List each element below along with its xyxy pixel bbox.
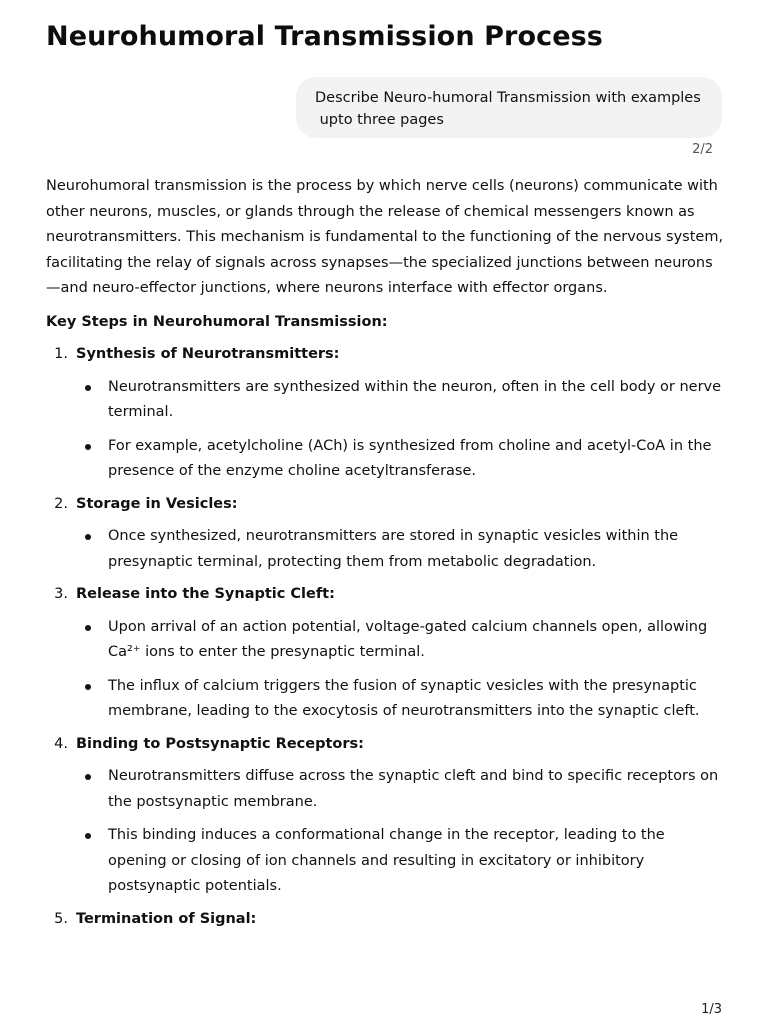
step-header xyxy=(46,907,726,933)
bullet-dot-icon xyxy=(85,774,91,780)
bullet-dot-icon xyxy=(85,385,91,391)
step-title: Release into the Synaptic Cleft: xyxy=(76,586,335,602)
bullet-item xyxy=(46,615,726,666)
bullet-text: Neurotransmitters diffuse across the synaptic cleft and bind to specific receptors on the postsynaptic membrane. xyxy=(108,768,719,810)
bullet-dot-icon xyxy=(85,833,91,839)
step-number: 4. xyxy=(54,735,68,752)
step-bullets xyxy=(46,375,726,485)
steps-list xyxy=(46,342,726,932)
response-pager[interactable]: 2/2 xyxy=(692,142,713,157)
step-item xyxy=(46,907,726,933)
step-number: 3. xyxy=(54,586,68,602)
user-message-line-1: Describe Neuro-humoral Transmission with examples xyxy=(315,90,701,106)
step-number: 2. xyxy=(54,495,68,512)
bullet-text: The influx of calcium triggers the fusion of synaptic vesicles with the presynaptic membrane, leading to the exocytosis of neurotransmitters into the synaptic cleft. xyxy=(108,677,700,719)
bullet-text: Neurotransmitters are synthesized within the neuron, often in the cell body or nerve terminal. xyxy=(108,378,722,420)
step-item xyxy=(46,492,726,576)
page-title: Neurohumoral Transmission Process xyxy=(46,21,603,52)
step-title: Binding to Postsynaptic Receptors: xyxy=(76,735,364,752)
step-item xyxy=(46,342,726,485)
step-bullets xyxy=(46,615,726,725)
step-title: Synthesis of Neurotransmitters: xyxy=(76,346,340,362)
key-steps-heading: Key Steps in Neurohumoral Transmission: xyxy=(46,313,388,330)
step-item xyxy=(46,732,726,900)
step-number: 5. xyxy=(54,910,68,927)
step-number: 1. xyxy=(54,346,68,362)
user-message-line-2: upto three pages xyxy=(315,112,444,128)
bullet-text: This binding induces a conformational change in the receptor, leading to the opening or closing of ion channels and resulting in excitatory or inhibitory postsynaptic potentials. xyxy=(108,827,665,894)
step-header xyxy=(46,492,726,518)
step-title: Termination of Signal: xyxy=(76,910,257,927)
bullet-item xyxy=(46,823,726,900)
bullet-dot-icon xyxy=(85,534,91,540)
bullet-item xyxy=(46,524,726,575)
step-bullets xyxy=(46,524,726,575)
bullet-item xyxy=(46,375,726,426)
step-header xyxy=(46,342,726,368)
step-bullets xyxy=(46,764,726,900)
bullet-item xyxy=(46,674,726,725)
step-header xyxy=(46,732,726,758)
bullet-dot-icon xyxy=(85,684,91,690)
user-message-bubble xyxy=(296,77,722,138)
bullet-dot-icon xyxy=(85,444,91,450)
intro-paragraph: Neurohumoral transmission is the process by which nerve cells (neurons) communicate with other neurons, muscles, or glands through the release of chemical messengers known as neurotransmitters. This mechanism is fundamental to the functioning of the nervous system, facilitating the relay of signals across synapses—the specialized junctions between neurons—and neuro-effector junctions, where neurons interface with effector organs. xyxy=(46,178,724,296)
step-header xyxy=(46,582,726,608)
bullet-text: For example, acetylcholine (ACh) is synthesized from choline and acetyl-CoA in the presence of the enzyme choline acetyltransferase. xyxy=(108,437,712,479)
page-number: 1/3 xyxy=(701,1002,722,1017)
response-content xyxy=(46,174,726,939)
bullet-text: Upon arrival of an action potential, voltage-gated calcium channels open, allowing Ca²⁺ ions to enter the presynaptic terminal. xyxy=(108,618,708,660)
bullet-item xyxy=(46,764,726,815)
bullet-dot-icon xyxy=(85,625,91,631)
bullet-text: Once synthesized, neurotransmitters are stored in synaptic vesicles within the presynaptic terminal, protecting them from metabolic degradation. xyxy=(108,528,679,570)
step-title: Storage in Vesicles: xyxy=(76,495,238,512)
bullet-item xyxy=(46,434,726,485)
step-item xyxy=(46,582,726,725)
